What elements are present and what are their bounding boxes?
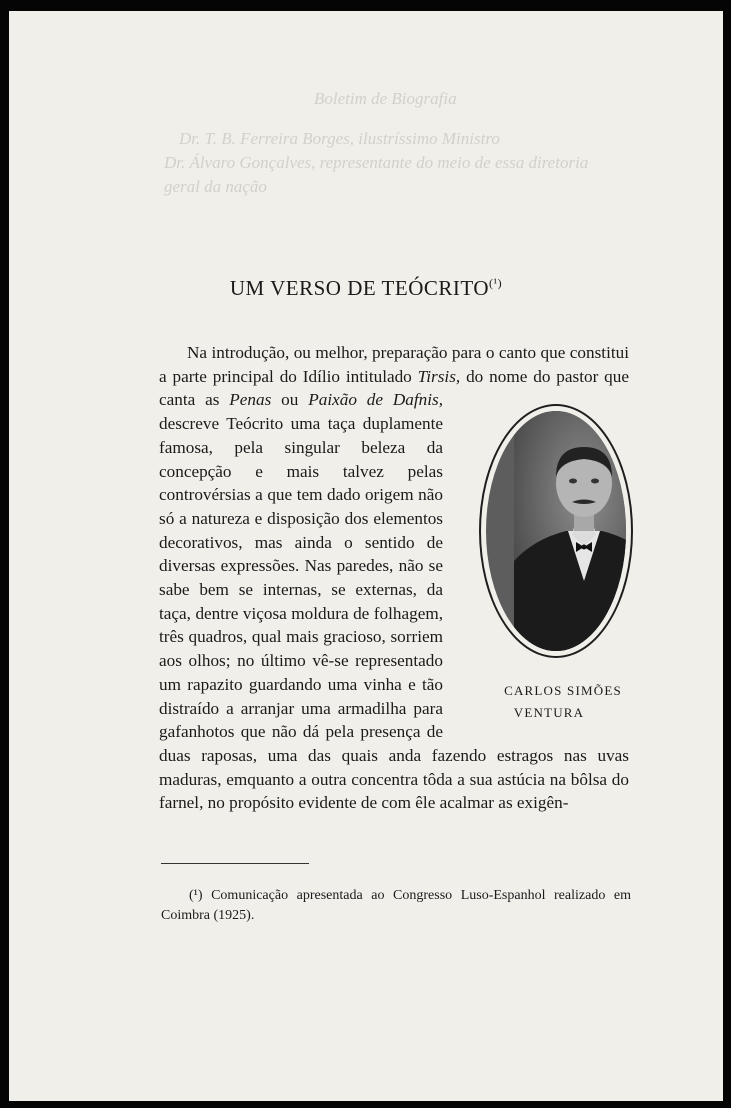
italic-tirsis: Tirsis,: [417, 366, 461, 386]
paragraph-text: do nome do pastor que canta as: [159, 366, 629, 410]
portrait-figure: [459, 388, 629, 723]
footnote-divider: [161, 863, 309, 864]
caption-line-2: VENTURA: [513, 705, 585, 721]
paragraph-text-start: Na introdução, ou melhor, preparação para o canto que constitui a parte principal do Idílio intitulado: [159, 343, 629, 386]
bleed-through-line: Dr. T. B. Ferreira Borges, ilustríssimo Ministro: [179, 129, 500, 148]
title-footnote-marker: (¹): [489, 276, 503, 290]
bleed-through-line: Boletim de Biografia: [314, 89, 457, 108]
footnote-text: Comunicação apresentada ao Congresso Luso-Espanhol realizado em Coimbra (1925).: [161, 888, 631, 923]
footnote: [161, 886, 631, 926]
footnote-paragraph: [161, 886, 631, 926]
man-portrait-icon: [514, 411, 626, 651]
article-body: [159, 341, 629, 815]
article-title: [9, 276, 723, 301]
article-title-text: UM VERSO DE TEÓCRITO: [229, 276, 489, 300]
italic-penas: Penas: [229, 390, 272, 410]
portrait-photo: [486, 411, 626, 651]
caption-line-1: CARLOS SIMÕES: [504, 683, 622, 699]
italic-paixao-de-dafnis: Paixão de Dafnis,: [308, 390, 444, 410]
footnote-marker: (¹): [189, 888, 203, 903]
bleed-through-line: Dr. Álvaro Gonçalves, representante do meio de essa diretoria: [164, 153, 589, 172]
bleed-through-line: geral da nação: [164, 177, 267, 196]
paragraph-text: ou: [271, 390, 309, 410]
portrait-oval-frame: [479, 404, 633, 658]
document-page: [9, 11, 723, 1101]
body-paragraph: [159, 341, 629, 815]
paragraph-text-end: descreve Teócrito uma taça duplamente famosa, pela singular beleza da concepção e mais talvez pelas controvérsias a que tem dado origem não só a natureza e disposição dos elementos decorativos, mas ainda o sentido de diversas expressões. Nas paredes, não se sabe bem se internas, se externas, da taça, dentre viçosa moldura de folhagem, três quadros, qual mais gracioso, sorriem aos olhos; no último vê-se representado um rapazito guardando uma vinha e tão distraído a arranjar uma armadilha para gafanhotos que não dá pela presença de duas raposas, uma das quais anda fazendo estragos nas uvas maduras, emquanto a outra concentra tôda a sua astúcia na bôlsa do farnel, no propósito evidente de com êle acalmar as exigên-: [159, 414, 629, 813]
portrait-caption: [469, 680, 629, 724]
